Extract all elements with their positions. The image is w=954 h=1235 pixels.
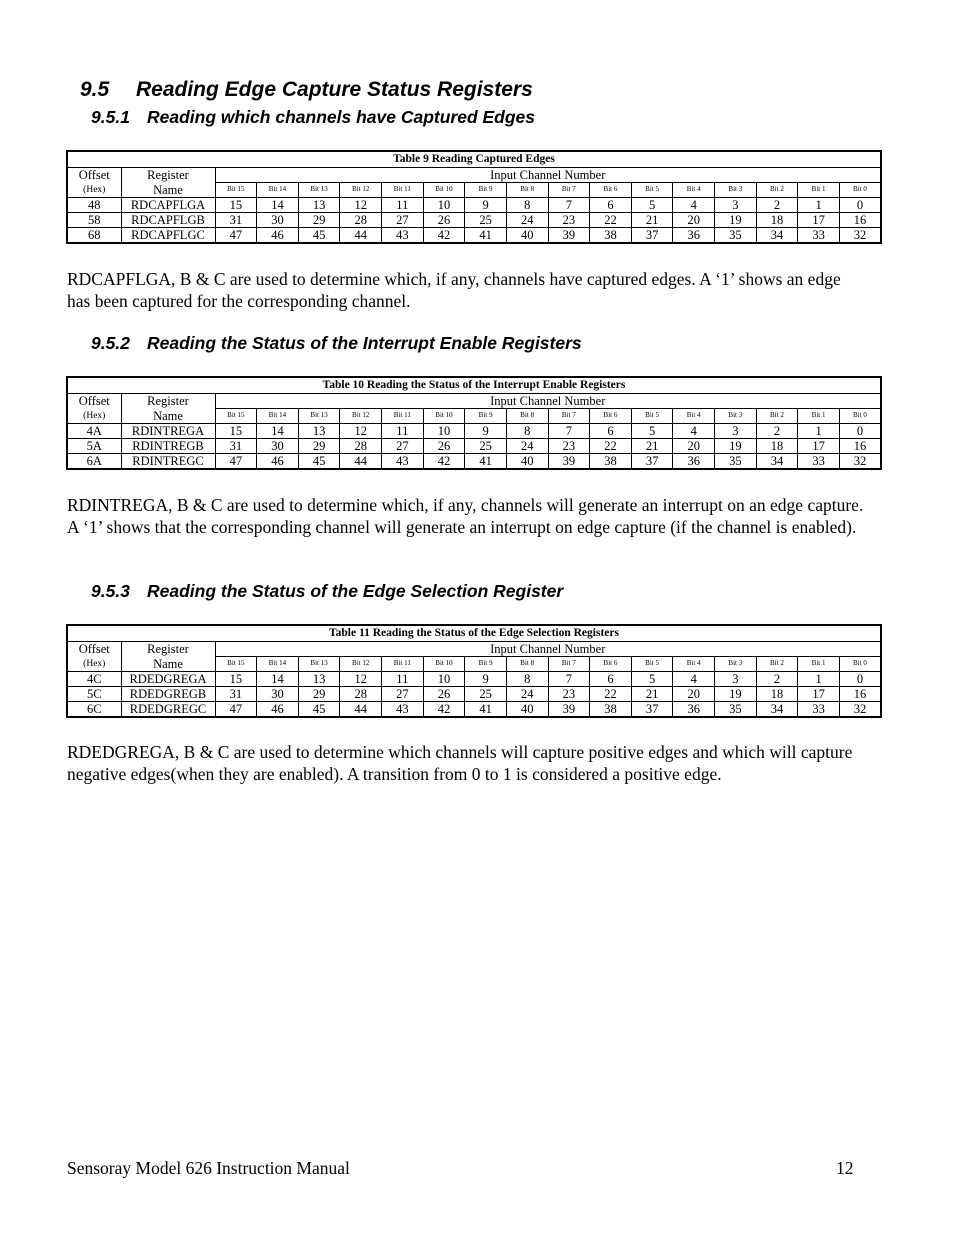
channel-cell: 20 bbox=[673, 438, 715, 453]
bit-header: Bit 0 bbox=[839, 657, 881, 672]
edge-selection-paragraph: RDEDGREGA, B & C are used to determine which channels will capture positive edges and which will capture negative edges(when they are enabled). A transition from 0 to 1 is considered a positive edge. bbox=[67, 742, 853, 784]
offset-cell: 48 bbox=[67, 197, 121, 212]
register-name-cell: RDINTREGC bbox=[121, 453, 215, 469]
channel-cell: 23 bbox=[548, 686, 590, 701]
offset-cell: 4A bbox=[67, 423, 121, 438]
table-row bbox=[67, 701, 881, 717]
channel-cell: 2 bbox=[756, 423, 798, 438]
subsection-heading-2 bbox=[91, 333, 582, 354]
subsection-heading-1 bbox=[91, 107, 535, 128]
channel-cell: 11 bbox=[382, 671, 424, 686]
channel-header: Input Channel Number bbox=[215, 394, 881, 409]
bit-header: Bit 7 bbox=[548, 183, 590, 198]
channel-cell: 46 bbox=[257, 701, 299, 717]
channel-cell: 35 bbox=[715, 453, 757, 469]
channel-cell: 22 bbox=[590, 212, 632, 227]
register-header: Register bbox=[121, 168, 215, 183]
bit-header: Bit 13 bbox=[298, 657, 340, 672]
offset-cell: 6C bbox=[67, 701, 121, 717]
channel-cell: 45 bbox=[298, 227, 340, 243]
channel-cell: 36 bbox=[673, 453, 715, 469]
offset-cell: 5A bbox=[67, 438, 121, 453]
bit-header: Bit 4 bbox=[673, 657, 715, 672]
table-row bbox=[67, 438, 881, 453]
channel-cell: 40 bbox=[506, 453, 548, 469]
channel-cell: 21 bbox=[631, 686, 673, 701]
bit-header: Bit 8 bbox=[506, 183, 548, 198]
channel-cell: 27 bbox=[382, 212, 424, 227]
register-name-cell: RDCAPFLGA bbox=[121, 197, 215, 212]
table-row bbox=[67, 671, 881, 686]
channel-cell: 11 bbox=[382, 423, 424, 438]
channel-cell: 10 bbox=[423, 423, 465, 438]
channel-cell: 9 bbox=[465, 423, 507, 438]
channel-cell: 27 bbox=[382, 438, 424, 453]
subsection-number: 9.5.1 bbox=[91, 107, 130, 127]
channel-cell: 38 bbox=[590, 701, 632, 717]
channel-cell: 14 bbox=[257, 671, 299, 686]
register-name-cell: RDCAPFLGB bbox=[121, 212, 215, 227]
bit-header: Bit 15 bbox=[215, 409, 257, 424]
channel-cell: 2 bbox=[756, 671, 798, 686]
channel-cell: 39 bbox=[548, 227, 590, 243]
bit-header: Bit 10 bbox=[423, 409, 465, 424]
channel-cell: 32 bbox=[839, 453, 881, 469]
channel-cell: 34 bbox=[756, 701, 798, 717]
table-row bbox=[67, 453, 881, 469]
channel-cell: 28 bbox=[340, 438, 382, 453]
channel-cell: 47 bbox=[215, 227, 257, 243]
table-caption: Table 11 Reading the Status of the Edge Selection Registers bbox=[67, 625, 881, 642]
channel-cell: 29 bbox=[298, 438, 340, 453]
channel-cell: 31 bbox=[215, 438, 257, 453]
channel-cell: 11 bbox=[382, 197, 424, 212]
channel-cell: 3 bbox=[715, 423, 757, 438]
bit-header: Bit 10 bbox=[423, 183, 465, 198]
channel-cell: 32 bbox=[839, 227, 881, 243]
footer-manual-title: Sensoray Model 626 Instruction Manual bbox=[67, 1158, 350, 1178]
bit-header: Bit 9 bbox=[465, 409, 507, 424]
channel-cell: 45 bbox=[298, 701, 340, 717]
hex-header: (Hex) bbox=[67, 183, 121, 198]
channel-cell: 33 bbox=[798, 227, 840, 243]
channel-cell: 21 bbox=[631, 438, 673, 453]
channel-cell: 3 bbox=[715, 671, 757, 686]
channel-cell: 24 bbox=[506, 212, 548, 227]
channel-cell: 13 bbox=[298, 423, 340, 438]
channel-cell: 5 bbox=[631, 197, 673, 212]
channel-cell: 4 bbox=[673, 197, 715, 212]
footer-page-number: 12 bbox=[836, 1158, 854, 1178]
bit-header: Bit 15 bbox=[215, 183, 257, 198]
channel-cell: 20 bbox=[673, 686, 715, 701]
channel-cell: 7 bbox=[548, 671, 590, 686]
name-header: Name bbox=[121, 657, 215, 672]
bit-header: Bit 2 bbox=[756, 657, 798, 672]
subsection-title: Reading which channels have Captured Edges bbox=[147, 107, 536, 127]
channel-cell: 31 bbox=[215, 686, 257, 701]
channel-cell: 32 bbox=[839, 701, 881, 717]
channel-cell: 42 bbox=[423, 453, 465, 469]
channel-cell: 6 bbox=[590, 197, 632, 212]
channel-cell: 44 bbox=[340, 453, 382, 469]
channel-cell: 22 bbox=[590, 438, 632, 453]
channel-cell: 46 bbox=[257, 227, 299, 243]
interrupt-enable-paragraph: RDINTREGA, B & C are used to determine which, if any, channels will generate an interrupt on an edge capture. A ‘1’ shows that the corresponding channel will generate an interrupt on edge capture (if the channel is enabled). bbox=[67, 495, 864, 537]
bit-header: Bit 14 bbox=[257, 657, 299, 672]
name-header: Name bbox=[121, 183, 215, 198]
bit-header: Bit 6 bbox=[590, 657, 632, 672]
channel-cell: 29 bbox=[298, 686, 340, 701]
bit-header: Bit 1 bbox=[798, 657, 840, 672]
channel-cell: 28 bbox=[340, 686, 382, 701]
register-name-cell: RDEDGREGB bbox=[121, 686, 215, 701]
channel-cell: 1 bbox=[798, 671, 840, 686]
register-name-cell: RDEDGREGC bbox=[121, 701, 215, 717]
channel-cell: 18 bbox=[756, 686, 798, 701]
bit-header: Bit 8 bbox=[506, 409, 548, 424]
bit-header: Bit 3 bbox=[715, 183, 757, 198]
channel-cell: 25 bbox=[465, 686, 507, 701]
channel-cell: 34 bbox=[756, 453, 798, 469]
channel-cell: 43 bbox=[382, 453, 424, 469]
channel-cell: 40 bbox=[506, 701, 548, 717]
hex-header: (Hex) bbox=[67, 657, 121, 672]
edge-selection-table bbox=[66, 624, 882, 718]
channel-cell: 13 bbox=[298, 197, 340, 212]
channel-cell: 0 bbox=[839, 197, 881, 212]
offset-cell: 68 bbox=[67, 227, 121, 243]
bit-header: Bit 6 bbox=[590, 409, 632, 424]
channel-cell: 12 bbox=[340, 671, 382, 686]
channel-cell: 4 bbox=[673, 671, 715, 686]
channel-cell: 18 bbox=[756, 212, 798, 227]
bit-header: Bit 0 bbox=[839, 183, 881, 198]
channel-cell: 5 bbox=[631, 671, 673, 686]
channel-cell: 33 bbox=[798, 453, 840, 469]
channel-cell: 37 bbox=[631, 701, 673, 717]
channel-cell: 24 bbox=[506, 686, 548, 701]
bit-header: Bit 0 bbox=[839, 409, 881, 424]
bit-header: Bit 5 bbox=[631, 409, 673, 424]
channel-cell: 19 bbox=[715, 212, 757, 227]
channel-cell: 15 bbox=[215, 197, 257, 212]
channel-cell: 16 bbox=[839, 686, 881, 701]
bit-header: Bit 12 bbox=[340, 657, 382, 672]
channel-cell: 39 bbox=[548, 453, 590, 469]
hex-header: (Hex) bbox=[67, 409, 121, 424]
channel-cell: 43 bbox=[382, 227, 424, 243]
channel-cell: 0 bbox=[839, 423, 881, 438]
channel-cell: 30 bbox=[257, 438, 299, 453]
channel-cell: 20 bbox=[673, 212, 715, 227]
bit-header: Bit 9 bbox=[465, 183, 507, 198]
table-row bbox=[67, 686, 881, 701]
channel-cell: 8 bbox=[506, 197, 548, 212]
channel-cell: 12 bbox=[340, 423, 382, 438]
channel-cell: 38 bbox=[590, 453, 632, 469]
channel-header: Input Channel Number bbox=[215, 642, 881, 657]
channel-cell: 7 bbox=[548, 423, 590, 438]
bit-header: Bit 3 bbox=[715, 409, 757, 424]
subsection-title: Reading the Status of the Edge Selection Register bbox=[147, 581, 564, 601]
bit-header: Bit 12 bbox=[340, 409, 382, 424]
channel-cell: 41 bbox=[465, 453, 507, 469]
channel-cell: 8 bbox=[506, 423, 548, 438]
channel-cell: 24 bbox=[506, 438, 548, 453]
channel-cell: 25 bbox=[465, 438, 507, 453]
channel-cell: 42 bbox=[423, 701, 465, 717]
name-header: Name bbox=[121, 409, 215, 424]
offset-cell: 5C bbox=[67, 686, 121, 701]
channel-header: Input Channel Number bbox=[215, 168, 881, 183]
table-row bbox=[67, 212, 881, 227]
channel-cell: 17 bbox=[798, 686, 840, 701]
channel-cell: 43 bbox=[382, 701, 424, 717]
channel-cell: 33 bbox=[798, 701, 840, 717]
section-number: 9.5 bbox=[80, 78, 110, 101]
channel-cell: 6 bbox=[590, 671, 632, 686]
channel-cell: 34 bbox=[756, 227, 798, 243]
channel-cell: 15 bbox=[215, 423, 257, 438]
bit-header: Bit 9 bbox=[465, 657, 507, 672]
offset-cell: 58 bbox=[67, 212, 121, 227]
channel-cell: 17 bbox=[798, 212, 840, 227]
channel-cell: 35 bbox=[715, 701, 757, 717]
channel-cell: 37 bbox=[631, 453, 673, 469]
subsection-number: 9.5.3 bbox=[91, 581, 130, 601]
channel-cell: 9 bbox=[465, 197, 507, 212]
channel-cell: 29 bbox=[298, 212, 340, 227]
bit-header: Bit 11 bbox=[382, 183, 424, 198]
bit-header: Bit 7 bbox=[548, 657, 590, 672]
channel-cell: 7 bbox=[548, 197, 590, 212]
channel-cell: 26 bbox=[423, 438, 465, 453]
channel-cell: 15 bbox=[215, 671, 257, 686]
bit-header: Bit 3 bbox=[715, 657, 757, 672]
channel-cell: 27 bbox=[382, 686, 424, 701]
channel-cell: 41 bbox=[465, 701, 507, 717]
bit-header: Bit 13 bbox=[298, 183, 340, 198]
interrupt-enable-table bbox=[66, 376, 882, 470]
table-caption: Table 10 Reading the Status of the Interrupt Enable Registers bbox=[67, 377, 881, 394]
subsection-heading-3 bbox=[91, 581, 563, 602]
channel-cell: 10 bbox=[423, 671, 465, 686]
bit-header: Bit 1 bbox=[798, 183, 840, 198]
table-row bbox=[67, 197, 881, 212]
channel-cell: 17 bbox=[798, 438, 840, 453]
channel-cell: 16 bbox=[839, 212, 881, 227]
table-caption: Table 9 Reading Captured Edges bbox=[67, 151, 881, 168]
register-name-cell: RDINTREGB bbox=[121, 438, 215, 453]
channel-cell: 46 bbox=[257, 453, 299, 469]
channel-cell: 16 bbox=[839, 438, 881, 453]
channel-cell: 3 bbox=[715, 197, 757, 212]
bit-header: Bit 11 bbox=[382, 409, 424, 424]
subsection-title: Reading the Status of the Interrupt Enable Registers bbox=[147, 333, 582, 353]
subsection-number: 9.5.2 bbox=[91, 333, 130, 353]
channel-cell: 5 bbox=[631, 423, 673, 438]
channel-cell: 44 bbox=[340, 227, 382, 243]
bit-header: Bit 12 bbox=[340, 183, 382, 198]
channel-cell: 30 bbox=[257, 212, 299, 227]
bit-header: Bit 2 bbox=[756, 183, 798, 198]
bit-header: Bit 5 bbox=[631, 183, 673, 198]
bit-header: Bit 4 bbox=[673, 183, 715, 198]
channel-cell: 30 bbox=[257, 686, 299, 701]
channel-cell: 37 bbox=[631, 227, 673, 243]
bit-header: Bit 10 bbox=[423, 657, 465, 672]
channel-cell: 44 bbox=[340, 701, 382, 717]
channel-cell: 36 bbox=[673, 701, 715, 717]
channel-cell: 28 bbox=[340, 212, 382, 227]
register-header: Register bbox=[121, 394, 215, 409]
section-title: Reading Edge Capture Status Registers bbox=[136, 78, 533, 101]
bit-header: Bit 6 bbox=[590, 183, 632, 198]
channel-cell: 41 bbox=[465, 227, 507, 243]
channel-cell: 18 bbox=[756, 438, 798, 453]
channel-cell: 31 bbox=[215, 212, 257, 227]
register-name-cell: RDCAPFLGC bbox=[121, 227, 215, 243]
channel-cell: 19 bbox=[715, 686, 757, 701]
channel-cell: 21 bbox=[631, 212, 673, 227]
offset-header: Offset bbox=[67, 642, 121, 657]
channel-cell: 45 bbox=[298, 453, 340, 469]
channel-cell: 2 bbox=[756, 197, 798, 212]
bit-header: Bit 5 bbox=[631, 657, 673, 672]
offset-header: Offset bbox=[67, 168, 121, 183]
bit-header: Bit 7 bbox=[548, 409, 590, 424]
channel-cell: 4 bbox=[673, 423, 715, 438]
bit-header: Bit 2 bbox=[756, 409, 798, 424]
channel-cell: 1 bbox=[798, 197, 840, 212]
bit-header: Bit 4 bbox=[673, 409, 715, 424]
channel-cell: 9 bbox=[465, 671, 507, 686]
channel-cell: 47 bbox=[215, 453, 257, 469]
channel-cell: 26 bbox=[423, 212, 465, 227]
channel-cell: 26 bbox=[423, 686, 465, 701]
bit-header: Bit 14 bbox=[257, 409, 299, 424]
channel-cell: 14 bbox=[257, 423, 299, 438]
offset-cell: 4C bbox=[67, 671, 121, 686]
bit-header: Bit 13 bbox=[298, 409, 340, 424]
channel-cell: 19 bbox=[715, 438, 757, 453]
channel-cell: 12 bbox=[340, 197, 382, 212]
section-heading bbox=[80, 78, 533, 102]
channel-cell: 6 bbox=[590, 423, 632, 438]
bit-header: Bit 11 bbox=[382, 657, 424, 672]
channel-cell: 42 bbox=[423, 227, 465, 243]
channel-cell: 25 bbox=[465, 212, 507, 227]
channel-cell: 1 bbox=[798, 423, 840, 438]
channel-cell: 22 bbox=[590, 686, 632, 701]
channel-cell: 23 bbox=[548, 212, 590, 227]
channel-cell: 40 bbox=[506, 227, 548, 243]
channel-cell: 35 bbox=[715, 227, 757, 243]
offset-header: Offset bbox=[67, 394, 121, 409]
register-header: Register bbox=[121, 642, 215, 657]
captured-edges-table bbox=[66, 150, 882, 244]
channel-cell: 23 bbox=[548, 438, 590, 453]
register-name-cell: RDINTREGA bbox=[121, 423, 215, 438]
captured-edges-paragraph: RDCAPFLGA, B & C are used to determine which, if any, channels have captured edges. A ‘1’ shows an edge has been captured for the corresponding channel. bbox=[67, 269, 841, 311]
offset-cell: 6A bbox=[67, 453, 121, 469]
channel-cell: 0 bbox=[839, 671, 881, 686]
channel-cell: 38 bbox=[590, 227, 632, 243]
table-row bbox=[67, 227, 881, 243]
channel-cell: 8 bbox=[506, 671, 548, 686]
table-row bbox=[67, 423, 881, 438]
bit-header: Bit 14 bbox=[257, 183, 299, 198]
channel-cell: 39 bbox=[548, 701, 590, 717]
channel-cell: 14 bbox=[257, 197, 299, 212]
channel-cell: 10 bbox=[423, 197, 465, 212]
channel-cell: 36 bbox=[673, 227, 715, 243]
bit-header: Bit 1 bbox=[798, 409, 840, 424]
channel-cell: 13 bbox=[298, 671, 340, 686]
bit-header: Bit 8 bbox=[506, 657, 548, 672]
bit-header: Bit 15 bbox=[215, 657, 257, 672]
channel-cell: 47 bbox=[215, 701, 257, 717]
register-name-cell: RDEDGREGA bbox=[121, 671, 215, 686]
